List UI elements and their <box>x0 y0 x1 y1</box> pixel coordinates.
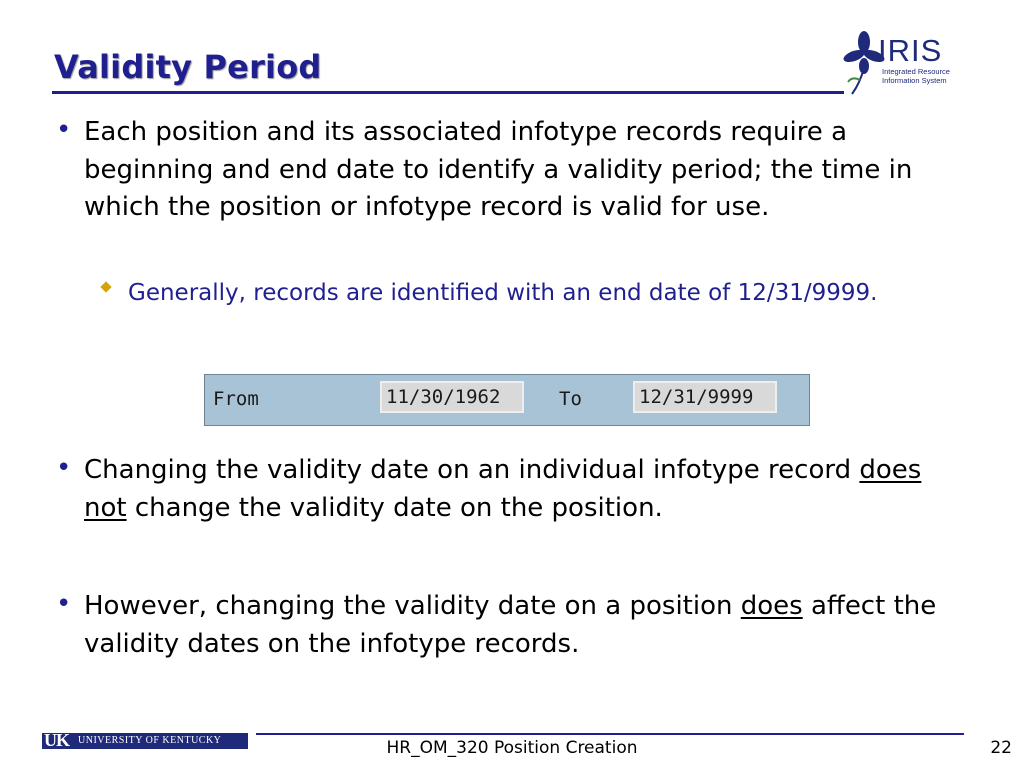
bullet-3-text-start: However, changing the validity date on a position <box>84 591 741 621</box>
iris-logo-subtitle: Integrated Resource Information System <box>882 67 950 85</box>
university-name: UNIVERSITY OF KENTUCKY <box>78 735 222 746</box>
iris-logo-wordmark: IRIS <box>878 33 943 68</box>
bullet-3-text <box>84 588 964 663</box>
to-label: To <box>559 388 582 410</box>
from-date-field[interactable]: 11/30/1962 <box>380 381 524 413</box>
bullet-marker: • <box>56 589 72 619</box>
to-date-field[interactable]: 12/31/9999 <box>633 381 777 413</box>
sub-bullet-marker <box>100 281 111 292</box>
bullet-marker: • <box>56 115 72 145</box>
from-label: From <box>213 388 259 410</box>
uk-mark: UK <box>44 730 69 750</box>
footer-divider <box>256 733 964 735</box>
title-underline <box>52 91 844 94</box>
bullet-3-text-end: affect the validity dates on the infotype records. <box>84 591 937 659</box>
bullet-1-text: Each position and its associated infotype records require a beginning and end date to identify a validity period; the time in which the position or infotype record is valid for use. <box>84 117 913 222</box>
bullet-marker: • <box>56 453 72 483</box>
sub-bullet-text: Generally, records are identified with an end date of 12/31/9999. <box>128 280 878 306</box>
bullet-2-emphasis: does not <box>84 455 922 523</box>
bullet-2-text-start: Changing the validity date on an individual infotype record <box>84 455 860 485</box>
slide-title: Validity Period <box>54 48 322 86</box>
bullet-3-emphasis: does <box>740 591 803 621</box>
footer-course-title: HR_OM_320 Position Creation <box>386 738 638 758</box>
page-number: 22 <box>990 738 1012 758</box>
validity-date-panel <box>204 374 810 426</box>
bullet-2-text <box>84 452 964 527</box>
bullet-2-text-end: change the validity date on the position. <box>126 492 663 523</box>
